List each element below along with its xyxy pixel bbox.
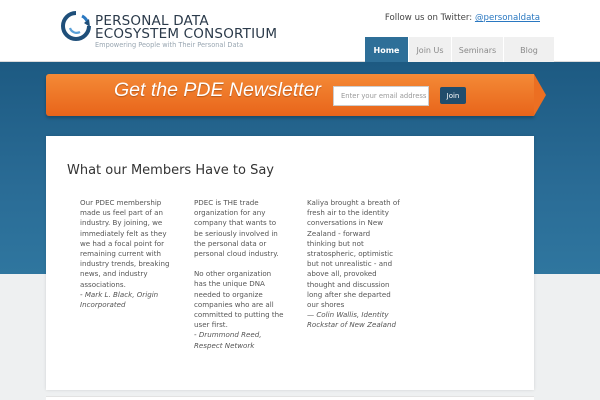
nav-tab-join-us[interactable]: Join Us <box>408 37 451 63</box>
testimonial-attribution: - Drummond Reed, Respect Network <box>194 330 262 350</box>
newsletter-ribbon-tip <box>534 74 546 116</box>
members-section-title: What our Members Have to Say <box>67 163 274 178</box>
newsletter-title: Get the PDE Newsletter <box>114 79 321 101</box>
twitter-prefix: Follow us on Twitter: <box>384 13 475 23</box>
twitter-handle-link[interactable]: @personaldata <box>474 13 540 23</box>
nav-tab-blog[interactable]: Blog <box>503 37 554 63</box>
nav-tab-seminars[interactable]: Seminars <box>451 37 503 63</box>
testimonial-attribution: — Colin Wallis, Identity Rockstar of New Zealand <box>307 310 396 330</box>
site-header <box>0 0 600 62</box>
nav-tab-home[interactable]: Home <box>365 37 408 63</box>
main-nav <box>365 37 554 63</box>
newsletter-join-button[interactable]: Join <box>440 87 466 104</box>
brand-name-line2[interactable]: ECOSYSTEM CONSORTIUM <box>95 26 278 42</box>
testimonial-2 <box>194 198 286 351</box>
next-section-panel <box>46 396 534 400</box>
testimonial-3 <box>307 198 401 331</box>
testimonial-quote: Kaliya brought a breath of fresh air to the identity conversations in New Zealand - forward thinking but not stratospheric, optimistic but not unrealistic - and above all, provoked thought and discussion long after she departed our shores <box>307 198 400 310</box>
testimonial-quote: PDEC is THE trade organization for any company that wants to be seriously involved in the personal data or personal cloud industry. <box>194 198 279 259</box>
site-tagline: Empowering People with Their Personal Data <box>95 41 244 49</box>
newsletter-email-input[interactable] <box>333 86 429 106</box>
testimonial-1 <box>80 198 172 310</box>
brand-name-line1[interactable]: PERSONAL DATA <box>95 13 209 29</box>
twitter-follow <box>385 13 540 23</box>
circular-arrows-logo-icon[interactable] <box>60 10 92 42</box>
testimonial-attribution: - Mark L. Black, Origin Incorporated <box>80 289 159 310</box>
testimonial-quote: Our PDEC membership made us feel part of an industry. By joining, we immediately felt as they we had a focal point for remaining current with industry trends, breaking news, and industry associations. <box>80 198 170 289</box>
testimonial-quote-continued: No other organization has the unique DNA needed to organize companies who are all committed to putting the user first. <box>194 269 284 330</box>
